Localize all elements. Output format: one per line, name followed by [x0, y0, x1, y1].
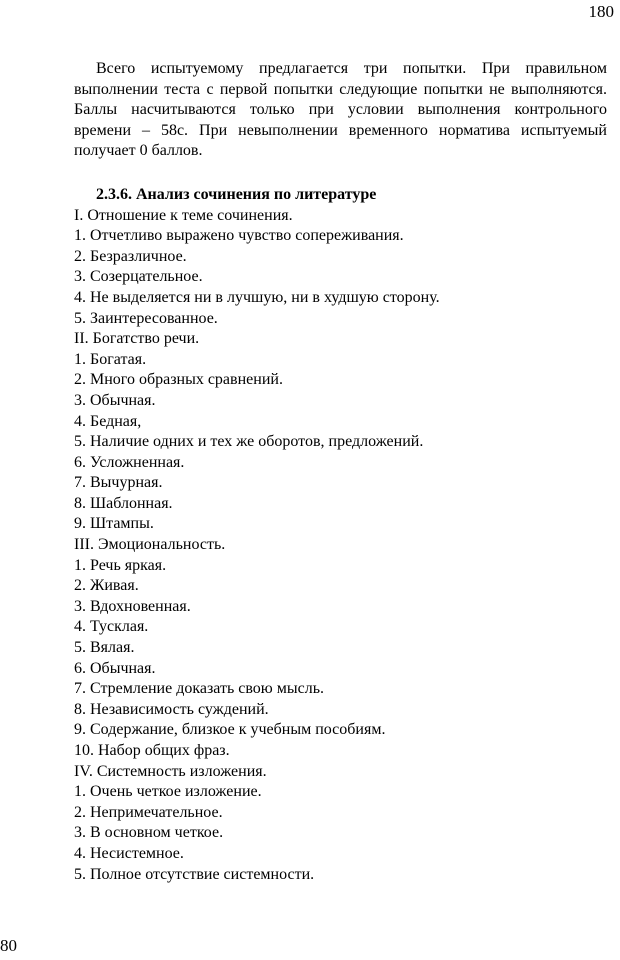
list-item: 3. В основном четкое. — [74, 824, 224, 842]
list-item: 1. Отчетливо выражено чувство сопереживания. — [74, 227, 404, 245]
list-item: 8. Шаблонная. — [74, 494, 173, 512]
list-item: 5. Полное отсутствие системности. — [74, 865, 315, 883]
list-item: 5. Наличие одних и тех же оборотов, предложений. — [74, 433, 424, 451]
list-item: 2. Много образных сравнений. — [74, 371, 283, 389]
list-item: 3. Вдохновенная. — [74, 597, 191, 615]
list-item: 6. Обычная. — [74, 659, 156, 677]
list-item: 9. Штампы. — [74, 515, 154, 533]
list-item: II. Богатство речи. — [74, 330, 200, 348]
criteria-list — [74, 206, 607, 886]
section-heading: 2.3.6. Анализ сочинения по литературе — [96, 185, 377, 203]
page-number-bottom: 80 — [0, 936, 17, 955]
intro-paragraph: Всего испытуемому предлагается три попытки. При правильном выполнении теста с первой попытки следующие попытки не выполняются. Баллы насчитываются только при условии выполнения контрольного времени – 58с. При невыполнении временного норматива испытуемый получает 0 баллов. — [74, 60, 607, 160]
list-item: 6. Усложненная. — [74, 453, 185, 471]
list-item: 4. Тусклая. — [74, 618, 149, 636]
list-item: 5. Заинтересованное. — [74, 309, 218, 327]
list-item: III. Эмоциональность. — [74, 536, 226, 554]
list-item: IV. Системность изложения. — [74, 762, 267, 780]
list-item: 4. Несистемное. — [74, 844, 184, 862]
list-item: 2. Безразличное. — [74, 247, 187, 265]
list-item: 3. Обычная. — [74, 391, 156, 409]
list-item: 2. Непримечательное. — [74, 803, 223, 821]
list-item: 8. Независимость суждений. — [74, 700, 269, 718]
list-item: 7. Вычурная. — [74, 474, 163, 492]
list-item: 4. Бедная, — [74, 412, 142, 430]
list-item: 7. Стремление доказать свою мысль. — [74, 680, 325, 698]
list-item: 5. Вялая. — [74, 639, 135, 657]
page-content — [74, 59, 607, 885]
list-item: 10. Набор общих фраз. — [74, 742, 230, 759]
list-item: 1. Речь яркая. — [74, 556, 167, 574]
page-number-top: 180 — [588, 2, 614, 21]
list-item: 1. Богатая. — [74, 350, 147, 368]
list-item: 4. Не выделяется ни в лучшую, ни в худшую сторону. — [74, 288, 440, 306]
list-item: 9. Содержание, близкое к учебным пособиям. — [74, 721, 386, 739]
list-item: 2. Живая. — [74, 577, 139, 595]
list-item: 3. Созерцательное. — [74, 268, 203, 286]
list-item: I. Отношение к теме сочинения. — [74, 206, 293, 224]
list-item: 1. Очень четкое изложение. — [74, 783, 262, 801]
